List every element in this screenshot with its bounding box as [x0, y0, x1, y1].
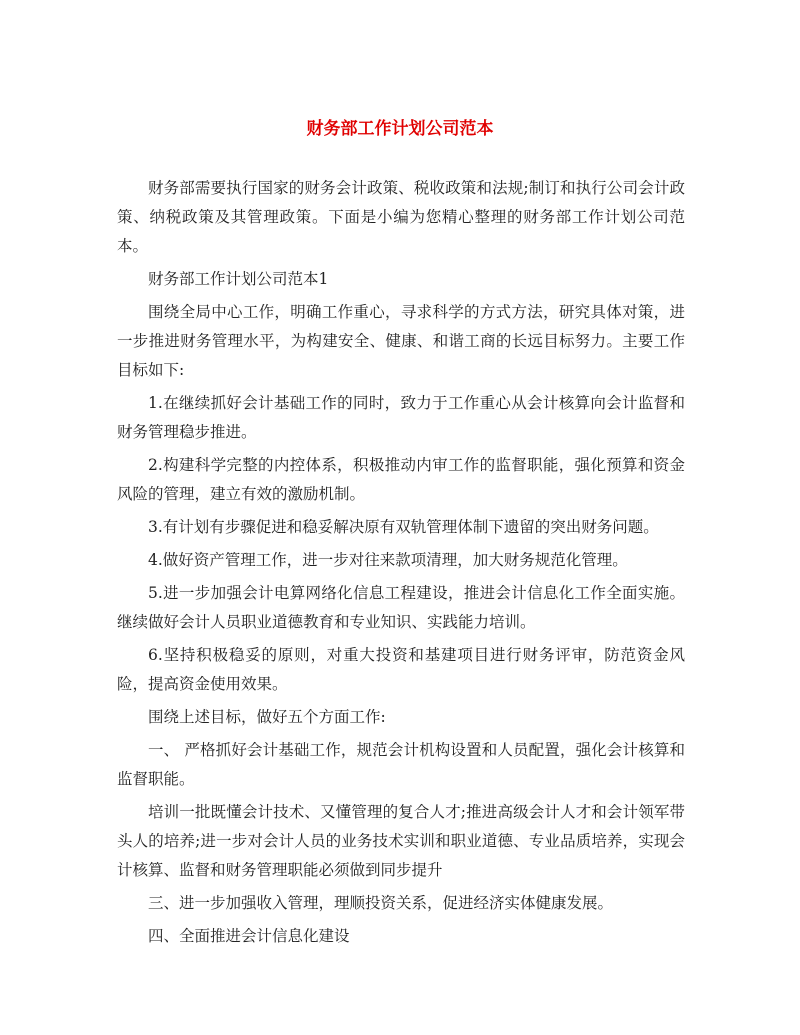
list-item: 2.构建科学完整的内控体系，积极推动内审工作的监督职能，强化预算和资金风险的管理，建立有效的激励机制。 [117, 456, 685, 503]
list-item: 4.做好资产管理工作，进一步对往来款项清理，加大财务规范化管理。 [148, 551, 628, 569]
section-item: 一、 严格抓好会计基础工作，规范会计机构设置和人员配置，强化会计核算和监督职能。 [117, 741, 685, 788]
section-heading: 财务部工作计划公司范本1 [148, 270, 329, 288]
list-item: 1.在继续抓好会计基础工作的同时，致力于工作重心从会计核算向会计监督和财务管理稳步推进。 [117, 394, 685, 441]
list-item: 5.进一步加强会计电算网络化信息工程建设，推进会计信息化工作全面实施。继续做好会计人员职业道德教育和专业知识、实践能力培训。 [117, 584, 685, 631]
paragraph-goals: 围绕上述目标，做好五个方面工作: [148, 708, 386, 726]
section-item: 四、全面推进会计信息化建设 [148, 927, 350, 945]
paragraph-intro: 财务部需要执行国家的财务会计政策、税收政策和法规;制订和执行公司会计政策、纳税政策及其管理政策。下面是小编为您精心整理的财务部工作计划公司范本。 [117, 179, 685, 255]
section-item: 三、进一步加强收入管理，理顺投资关系，促进经济实体健康发展。 [148, 894, 614, 912]
list-item: 3.有计划有步骤促进和稳妥解决原有双轨管理体制下遗留的突出财务问题。 [148, 518, 659, 536]
document-title: 财务部工作计划公司范本 [306, 119, 494, 139]
paragraph-training: 培训一批既懂会计技术、又懂管理的复合人才;推进高级会计人才和会计领军带头人的培养;进一步对会计人员的业务技术实训和职业道德、专业品质培养，实现会计核算、监督和财务管理职能必须做到同步提升 [117, 803, 685, 879]
paragraph-overview: 围绕全局中心工作，明确工作重心，寻求科学的方式方法，研究具体对策，进一步推进财务管理水平，为构建安全、健康、和谐工商的长远目标努力。主要工作目标如下: [117, 303, 685, 379]
list-item: 6.坚持积极稳妥的原则，对重大投资和基建项目进行财务评审，防范资金风险，提高资金使用效果。 [117, 646, 685, 693]
document-body [117, 174, 685, 955]
